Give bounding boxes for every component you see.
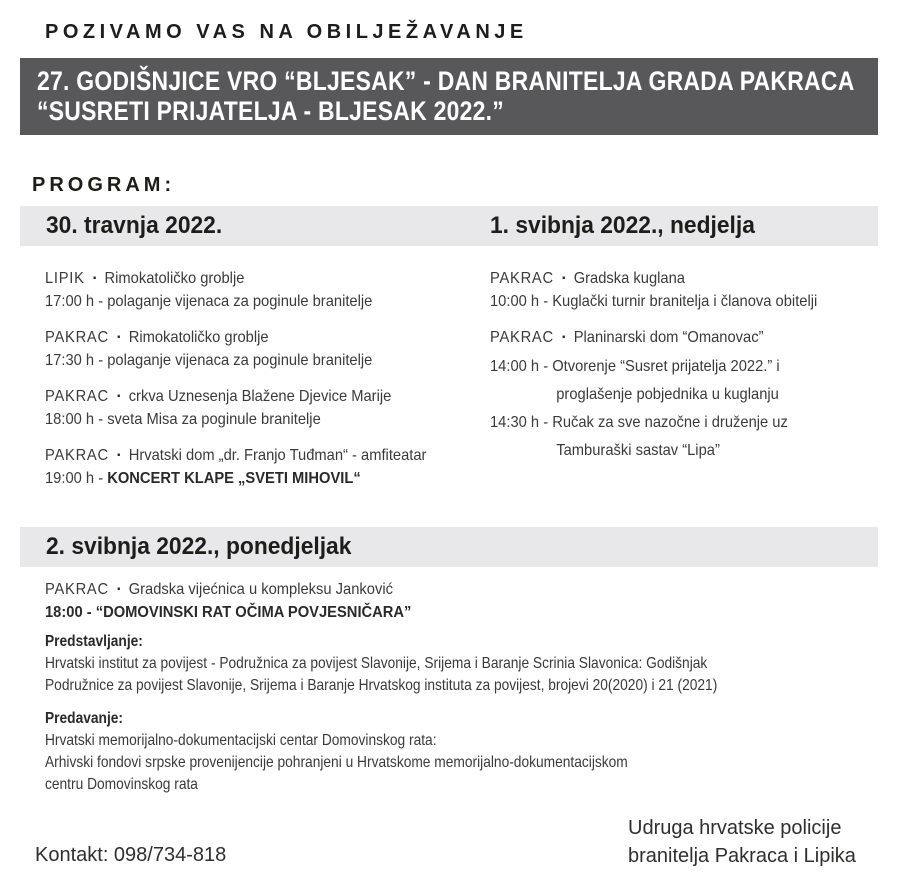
section-line: Arhivski fondovi srpske provenijencije pohranjeni u Hrvatskome memorijalno-dokumentacijskom: [45, 754, 628, 771]
lecture-section: [45, 708, 780, 796]
day3-title: 2. svibnja 2022., ponedjeljak: [46, 533, 352, 560]
event-continuation-line: Tamburaški sastav “Lipa”: [556, 442, 720, 459]
event-city: LIPIK: [45, 270, 85, 287]
section-line: centru Domovinskog rata: [45, 776, 198, 793]
event-highlight: 18:00 - “DOMOVINSKI RAT OČIMA POVJESNIČARA”: [45, 604, 412, 621]
presentation-section: [45, 631, 780, 697]
section-line: Podružnice za povijest Slavonije, Srijema i Baranje Hrvatskog instituta za povijest, brojevi 20(2020) i 21 (2021): [45, 677, 718, 694]
event: [45, 444, 454, 490]
event-highlight: KONCERT KLAPE „SVETI MIHOVIL“: [107, 470, 361, 487]
title-banner-text: [37, 66, 855, 126]
event-city: PAKRAC: [45, 388, 109, 405]
event: [45, 326, 454, 372]
event-city: PAKRAC: [45, 329, 109, 346]
event-time-line: [45, 467, 454, 490]
event-venue: Planinarski dom “Omanovac”: [573, 329, 764, 346]
event-time-line: 17:00 h - polaganje vijenaca za poginule branitelje: [45, 293, 373, 310]
day3-bar: [20, 527, 878, 567]
invite-heading: POZIVAMO VAS NA OBILJEŽAVANJE: [45, 21, 528, 43]
event: [45, 267, 454, 313]
bullet-icon: ▪: [117, 391, 121, 402]
bullet-icon: ▪: [117, 450, 121, 461]
event-time-line: 14:30 h - Ručak za sve nazočne i druženje uz: [490, 414, 788, 431]
day1-title: 30. travnja 2022.: [46, 212, 223, 239]
event-time-line: 14:00 h - Otvorenje “Susret prijatelja 2022.” i: [490, 358, 780, 375]
section-label: Predstavljanje:: [45, 633, 143, 650]
event: [490, 326, 867, 465]
day3-details: [45, 631, 780, 796]
event: [490, 267, 867, 313]
event: [45, 385, 454, 431]
day2-events: [490, 267, 867, 503]
event-venue: Rimokatoličko groblje: [104, 270, 245, 287]
event-venue: Gradska kuglana: [573, 270, 685, 287]
section-line: Hrvatski memorijalno-dokumentacijski centar Domovinskog rata:: [45, 732, 437, 749]
banner-line2: “SUSRETI PRIJATELJA - BLJESAK 2022.”: [37, 96, 505, 126]
day1-events: [45, 267, 454, 503]
event-venue: Hrvatski dom „dr. Franjo Tuđman“ - amfiteatar: [128, 447, 427, 464]
organizer-line2: branitelja Pakraca i Lipika: [628, 845, 856, 867]
organizer-line1: Udruga hrvatske policije: [628, 817, 842, 839]
title-banner: [20, 58, 878, 135]
bullet-icon: ▪: [92, 273, 97, 284]
event-venue: Gradska vijećnica u kompleksu Janković: [128, 581, 393, 598]
event-continuation-line: proglašenje pobjednika u kuglanju: [556, 386, 779, 403]
program-columns: [45, 267, 900, 503]
event-venue: Rimokatoličko groblje: [128, 329, 269, 346]
day2-title: 1. svibnja 2022., nedjelja: [490, 212, 755, 239]
event-city: PAKRAC: [45, 447, 109, 464]
bullet-icon: ▪: [562, 273, 566, 284]
section-line: Hrvatski institut za povijest - Podružnica za povijest Slavonije, Srijema i Baranje Scrinia Slavonica: Godišnjak: [45, 655, 708, 672]
bullet-icon: ▪: [562, 332, 566, 343]
event-time-line: 18:00 h - sveta Misa za poginule branitelje: [45, 411, 321, 428]
event-venue: crkva Uznesenja Blažene Djevice Marije: [128, 388, 392, 405]
organizer: [628, 814, 856, 870]
event-city: PAKRAC: [45, 581, 109, 598]
day-headers-bar: [20, 206, 878, 246]
event-time-line: 17:30 h - polaganje vijenaca za poginule branitelje: [45, 352, 373, 369]
banner-line1: 27. GODIŠNJICE VRO “BLJESAK” - DAN BRANITELJA GRADA PAKRACA: [37, 66, 855, 96]
event-time-line: 10:00 h - Kuglački turnir branitelja i članova obitelji: [490, 293, 818, 310]
contact-info: Kontakt: 098/734-818: [35, 844, 227, 866]
bullet-icon: ▪: [117, 332, 121, 343]
event-time-prefix: 19:00 h -: [45, 470, 108, 487]
program-heading: PROGRAM:: [32, 174, 176, 196]
event-city: PAKRAC: [490, 329, 554, 346]
bullet-icon: ▪: [117, 584, 121, 595]
event-city: PAKRAC: [490, 270, 554, 287]
section-label: Predavanje:: [45, 710, 124, 727]
event-schedule-lines: [490, 353, 867, 465]
day3-event: [45, 578, 832, 624]
